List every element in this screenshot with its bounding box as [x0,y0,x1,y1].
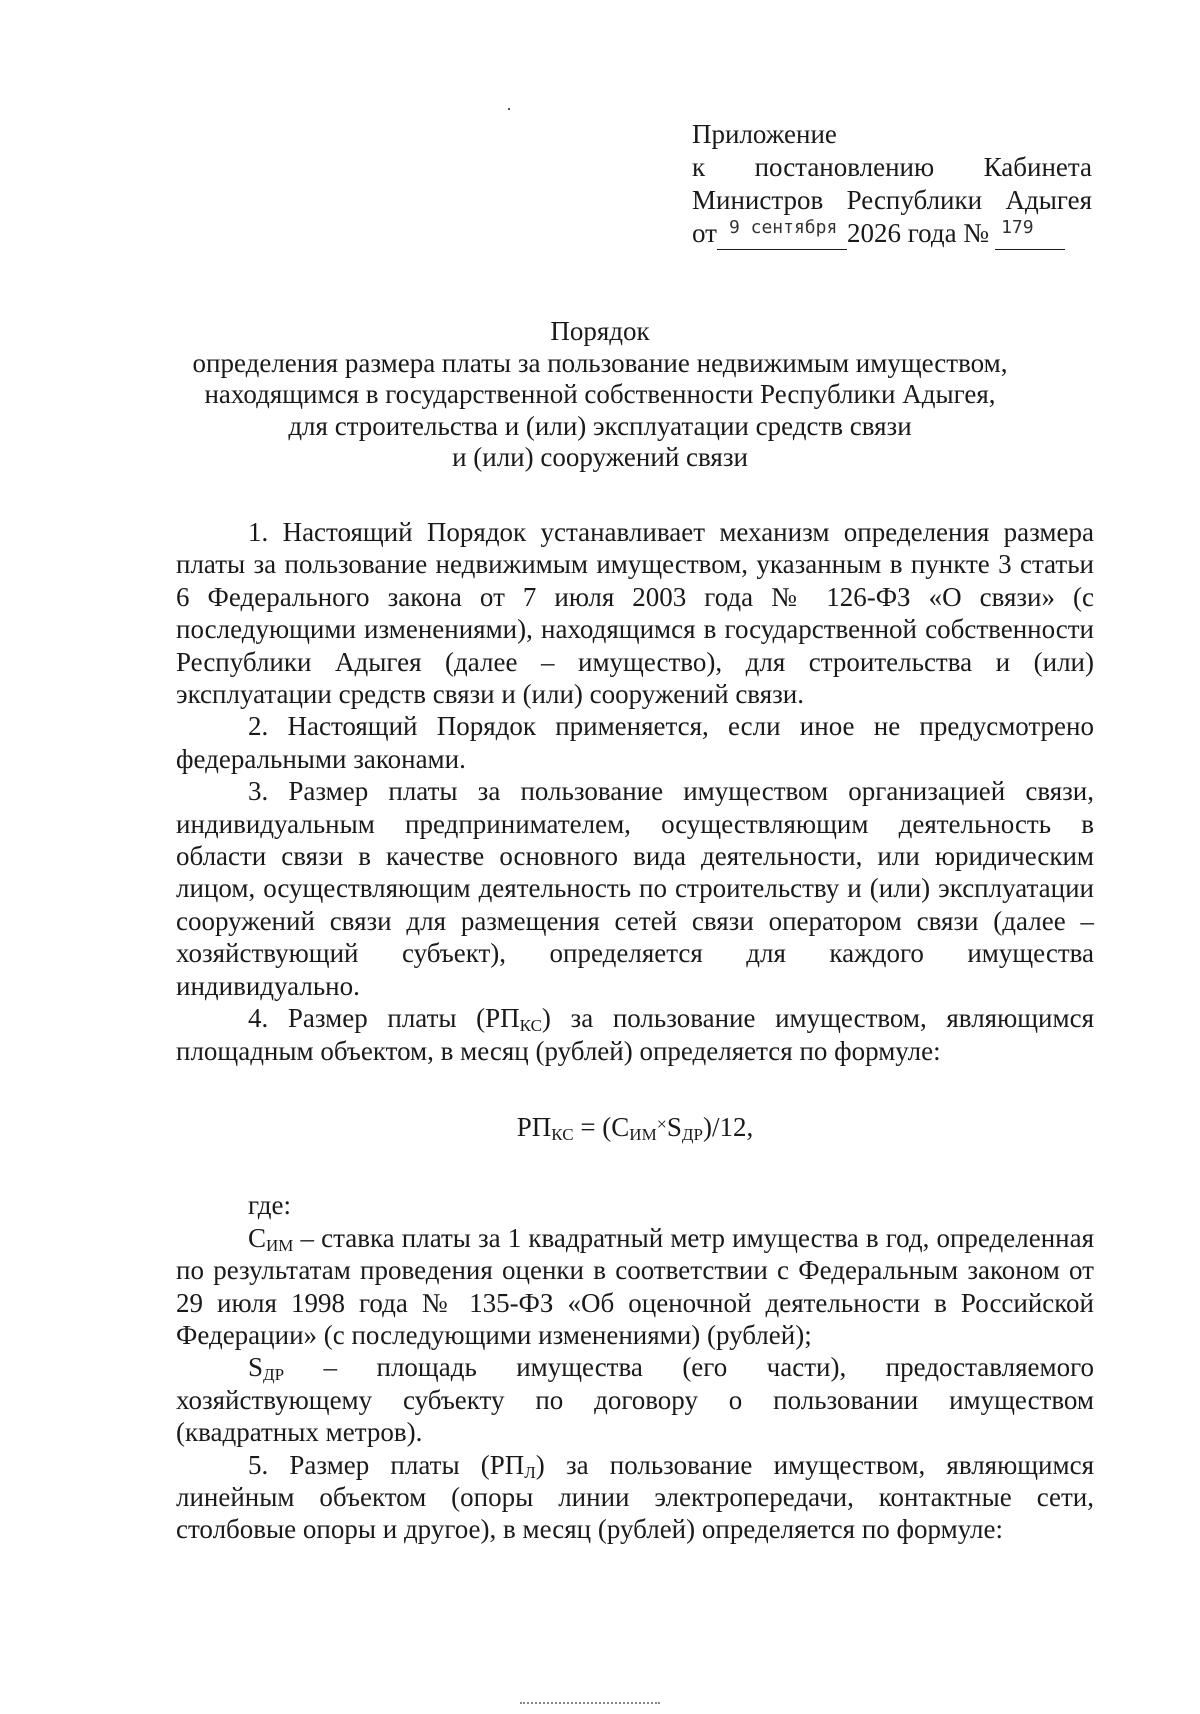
appendix-word: Адыгея [1005,185,1092,215]
paragraph-5 [176,1449,1094,1546]
symbol: S [248,1352,264,1383]
paragraph-3: 3. Размер платы за пользование имуществом организацией связи, индивидуальным предпринимателем, осуществляющим деятельность в области связи в качестве основного вида деятельности, или юридическим лицом, осуществляющим деятельность по строительству и (или) эксплуатации сооружений связи для размещения сетей связи оператором связи (далее – хозяйствующий субъект), определяется для каждого имущества индивидуально. [176,776,1094,1001]
subscript: ДР [681,1124,703,1144]
text-run: – площадь имущества (его части), предоставляемого хозяйствующему субъекту по договору о пользовании имуществом (квадратных метров). [176,1352,1094,1448]
text-run: – ставка платы за 1 квадратный метр имущества в год, определенная по результатам проведения оценки в соответствии с Федеральным законом от 29 июля 1998 года № 135-ФЗ «Об оценочной деятельности в Российской Федерации» (с последующими изменениями) (рублей); [176,1222,1094,1350]
symbol: С [248,1222,267,1253]
text-run: ) за пользование имуществом, являющимся линейным объектом (опоры линии электропередачи, контактные сети, столбовые опоры и другое), в месяц (рублей) определяется по формуле: [176,1449,1094,1545]
paragraph-4 [176,1002,1094,1067]
appendix-line-1 [692,118,1092,151]
appendix-word: постановлению [754,152,935,182]
document-title [120,316,1080,474]
appendix-line-3 [692,184,1092,217]
title-line: определения размера платы за пользование недвижимым имуществом, [192,347,1008,378]
title-heading: Порядок [550,316,650,346]
appendix-word: к [692,152,706,182]
title-line: для строительства и (или) эксплуатации средств связи [288,410,912,441]
subscript: КС [519,1016,542,1036]
where-label: где: [248,1190,291,1221]
appendix-word: Министров [692,185,824,215]
appendix-word: Республики [846,185,983,215]
text-run: 4. Размер платы (РП [248,1003,520,1034]
scan-speck [508,108,510,110]
appendix-year: 2026 года № [846,218,990,248]
text-run: ) за пользование имуществом, являющимся площадным объектом, в месяц (рублей) определяется по формуле: [176,1003,1094,1066]
text-run: 5. Размер платы (РП [248,1449,525,1480]
paragraph-2: 2. Настоящий Порядок применяется, если иное не предусмотрено федеральными законами. [176,711,1094,774]
appendix-line-4 [692,217,1092,250]
document-body [176,516,1094,1546]
subscript: ИМ [266,1235,294,1255]
appendix-word: Кабинета [983,152,1092,182]
formula-part: S [666,1111,682,1142]
appendix-from: от [692,218,717,248]
subscript: КС [551,1124,574,1144]
definition-sdr [176,1351,1094,1448]
formula-part: РП [516,1111,552,1142]
formula-part: )/12, [702,1111,754,1142]
multiply-sign: × [656,1113,667,1134]
subscript: ИМ [629,1124,657,1144]
formula-part: = (С [573,1111,630,1142]
appendix-line-2 [692,151,1092,184]
paragraph-1: 1. Настоящий Порядок устанавливает механизм определения размера платы за пользование недвижимым имуществом, указанным в пункте 3 статьи 6 Федерального закона от 7 июля 2003 года № 126-ФЗ «О связи» (с последующими изменениями), находящимся в государственной собственности Республики Адыгея (далее – имущество), для строительства и (или) эксплуатации средств связи и (или) сооружений связи. [176,517,1094,710]
handwritten-number: 179 [995,217,1065,250]
scan-edge-mark [520,1702,660,1707]
definition-cim [176,1222,1094,1352]
subscript: ДР [263,1365,285,1385]
formula-area-object [176,1111,1094,1143]
handwritten-date: 9 сентября [717,217,847,250]
subscript: Л [524,1462,536,1482]
title-line: находящимся в государственной собственности Республики Адыгея, [204,379,996,409]
appendix-header [692,118,1092,250]
title-line: и (или) сооружений связи [452,442,748,472]
appendix-label: Приложение [692,119,837,149]
